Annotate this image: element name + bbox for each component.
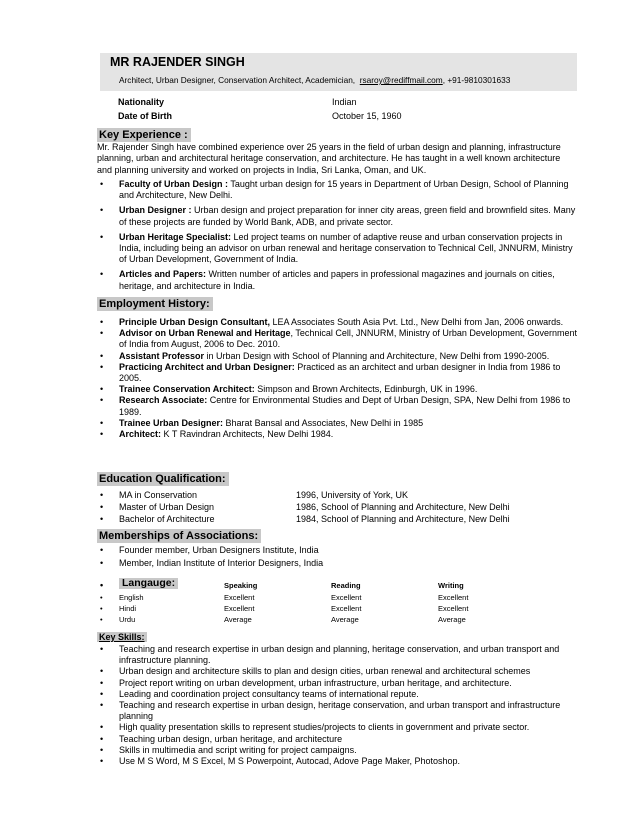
education-detail: 1996, University of York, UK <box>296 490 409 500</box>
bullet-icon: • <box>100 604 103 613</box>
key-experience-list <box>97 179 577 296</box>
language-name: English <box>119 593 144 602</box>
list-item: • Teaching and research expertise in urban design, heritage conservation, and urban transport and infrastructure planning <box>100 700 561 722</box>
list-item: • Urban design and architecture skills to plan and design cities, urban renewal and architectural schemes <box>100 666 531 677</box>
bullet-icon: • <box>100 558 104 568</box>
list-item: • Practicing Architect and Urban Designer: Practiced as an architect and urban designer in India from 1986 to 2005. <box>100 361 561 384</box>
list-item: • Faculty of Urban Design : Taught urban design for 15 years in Department of Urban Design, School of Planning and Architecture, New Delhi. <box>100 179 569 201</box>
dob-label: Date of Birth <box>118 111 172 121</box>
bullet-icon: • <box>100 593 103 602</box>
language-writing: Average <box>438 615 466 624</box>
email-link[interactable]: rsaroy@rediffmail.com <box>359 75 443 85</box>
language-name: Hindi <box>119 604 137 613</box>
candidate-name: MR RAJENDER SINGH <box>110 55 245 69</box>
employment-list <box>97 317 577 440</box>
bullet-icon: • <box>100 328 104 339</box>
section-title-language: Langauge: <box>119 578 178 589</box>
list-item: • Leading and coordination project consultancy teams of international repute. <box>100 688 419 699</box>
list-item: • Advisor on Urban Renewal and Heritage, Technical Cell, JNNURM, Ministry of Urban Development, Government of India from August, 2006 to Dec. 2010. <box>100 328 577 350</box>
bullet-icon: • <box>100 384 104 395</box>
bullet-icon: • <box>100 756 104 767</box>
education-detail: 1984, School of Planning and Architecture, New Delhi <box>296 514 510 524</box>
dob-value: October 15, 1960 <box>332 111 402 121</box>
language-speaking: Average <box>224 615 252 624</box>
bullet-icon: • <box>100 490 104 500</box>
language-col-writing: Writing <box>438 581 464 590</box>
list-item: • High quality presentation skills to represent studies/projects to clients in government and private sector. <box>100 722 530 733</box>
bullet-icon: • <box>100 317 104 327</box>
header-band <box>100 53 577 91</box>
bullet-icon: • <box>100 269 104 280</box>
list-item: • Architect: K T Ravindran Architects, New Delhi 1984. <box>100 429 334 440</box>
bullet-icon: • <box>100 350 104 361</box>
bullet-icon: • <box>100 733 104 744</box>
list-item: • Trainee Urban Designer: Bharat Bansal and Associates, New Delhi in 1985 <box>100 417 424 428</box>
bullet-icon: • <box>100 744 104 755</box>
membership-text: Member, Indian Institute of Interior Designers, India <box>119 558 324 568</box>
language-reading: Average <box>331 615 359 624</box>
bullet-icon: • <box>100 700 104 711</box>
section-title-key-experience: Key Experience : <box>97 128 191 142</box>
bullet-icon: • <box>100 361 104 372</box>
language-writing: Excellent <box>438 593 469 602</box>
list-item: • Skills in multimedia and script writing for project campaigns. <box>100 744 357 755</box>
bullet-icon: • <box>100 677 104 688</box>
language-speaking: Excellent <box>224 593 255 602</box>
language-col-reading: Reading <box>331 581 361 590</box>
bullet-icon: • <box>100 179 104 189</box>
bullet-icon: • <box>100 722 104 733</box>
language-writing: Excellent <box>438 604 469 613</box>
education-degree: Master of Urban Design <box>119 502 215 512</box>
education-detail: 1986, School of Planning and Architecture, New Delhi <box>296 502 510 512</box>
list-item: • Assistant Professor in Urban Design with School of Planning and Architecture, New Delhi from 1990-2005. <box>100 350 550 361</box>
nationality-label: Nationality <box>118 97 165 107</box>
nationality-value: Indian <box>332 97 357 107</box>
bullet-icon: • <box>100 417 104 428</box>
section-title-education: Education Qualification: <box>97 472 229 486</box>
bullet-icon: • <box>100 231 104 242</box>
bullet-icon: • <box>100 429 104 440</box>
list-item: • Urban Designer : Urban design and project preparation for inner city areas, green field and brownfield sites. Many of these projects are funded by World Bank, ADB, and private sector. <box>100 205 576 227</box>
education-degree: MA in Conservation <box>119 490 198 500</box>
list-item: • Use M S Word, M S Excel, M S Powerpoint, Autocad, Adove Page Maker, Photoshop. <box>100 756 461 767</box>
section-title-memberships: Memberships of Associations: <box>97 529 261 543</box>
membership-text: Founder member, Urban Designers Institute, India <box>119 545 319 555</box>
experience-summary: Mr. Rajender Singh have combined experience over 25 years in the field of urban design and planning, infrastructure planning, urban and architectural heritage conservation, and architecture. He has taught in a well known architecture and planning university and worked on projects in India, Sri Lanka, Oman, and UK. <box>97 142 561 175</box>
bullet-icon: • <box>100 615 103 624</box>
list-item: • Trainee Conservation Architect: Simpson and Brown Architects, Edinburgh, UK in 1996. <box>100 384 478 395</box>
contact-phone: , +91-9810301633 <box>442 75 511 85</box>
bullet-icon: • <box>100 666 104 677</box>
language-speaking: Excellent <box>224 604 255 613</box>
list-item: • Articles and Papers: Written number of articles and papers in professional magazines and journals on cities, heritage, and architecture in India. <box>100 269 555 291</box>
bullet-icon: • <box>100 395 104 406</box>
bullet-icon: • <box>100 644 104 654</box>
bullet-icon: • <box>100 502 104 512</box>
contact-roles: Architect, Urban Designer, Conservation Architect, Academician, <box>119 75 356 85</box>
list-item: • Research Associate: Centre for Environmental Studies and Dept of Urban Design, SPA, New Delhi from 1986 to 1989. <box>100 395 571 417</box>
language-name: Urdu <box>119 615 136 624</box>
list-item: • Urban Heritage Specialist: Led project teams on number of adaptive reuse and urban conservation projects in India, including being an advisor on urban renewal and heritage conservation to Technical Cell, JNNURM, Ministry of Urban Development, Government of India. <box>100 231 573 265</box>
section-title-skills: Key Skills: <box>99 632 145 642</box>
contact-line <box>119 75 510 85</box>
list-item: • Project report writing on urban development, urban infrastructure, urban heritage, and architecture. <box>100 677 512 688</box>
skills-list <box>97 644 577 767</box>
bullet-icon: • <box>100 580 104 590</box>
bullet-icon: • <box>100 688 104 699</box>
bullet-icon: • <box>100 205 104 216</box>
list-item: • Teaching urban design, urban heritage, and architecture <box>100 733 343 744</box>
bullet-icon: • <box>100 514 104 524</box>
language-reading: Excellent <box>331 604 362 613</box>
language-reading: Excellent <box>331 593 362 602</box>
bullet-icon: • <box>100 545 104 555</box>
education-degree: Bachelor of Architecture <box>119 514 215 524</box>
list-item: • Teaching and research expertise in urban design and planning, heritage conservation, and urban transport and infrastructure planning. <box>100 644 560 666</box>
list-item: • Principle Urban Design Consultant, LEA Associates South Asia Pvt. Ltd., New Delhi from Jan, 2006 onwards. <box>100 317 564 327</box>
language-col-speaking: Speaking <box>224 581 258 590</box>
section-title-employment: Employment History: <box>97 297 213 311</box>
